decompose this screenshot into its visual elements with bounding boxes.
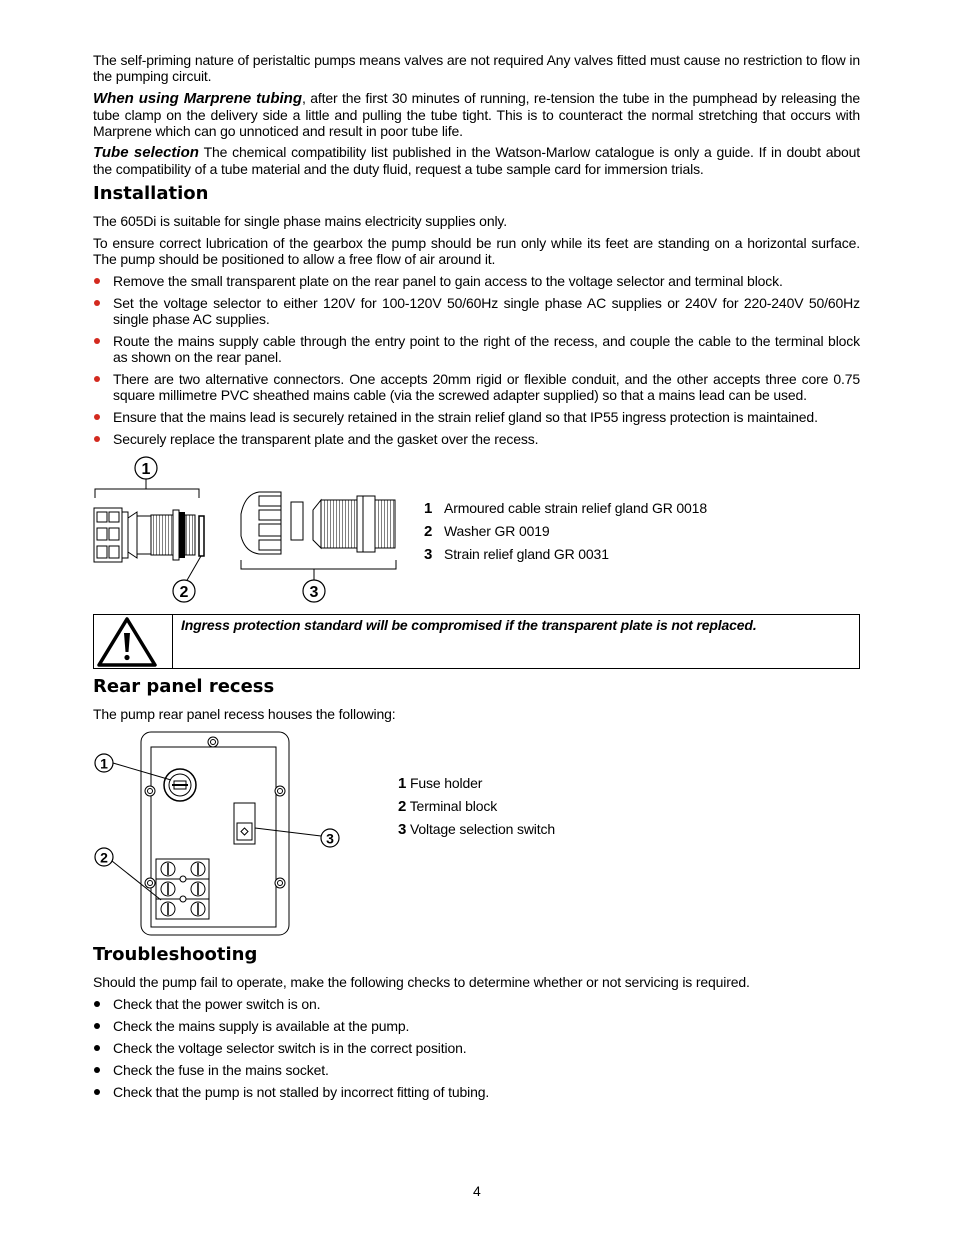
list-item: Check that the pump is not stalled by incorrect fitting of tubing.: [93, 1084, 860, 1100]
tube-selection-lead: Tube selection: [93, 144, 199, 161]
installation-supply-text: The 605Di is suitable for single phase mains electricity supplies only.: [93, 213, 507, 229]
voltage-switch-drawing: [234, 803, 255, 844]
tube-selection-paragraph: [93, 144, 860, 177]
bullet-icon: [94, 278, 100, 284]
warning-text: Ingress protection standard will be compromised if the transparent plate is not replaced.: [181, 617, 757, 633]
callout-3: 3: [309, 584, 319, 601]
rear-callout-1: 1: [100, 755, 108, 772]
terminal-block-drawing: [156, 859, 209, 919]
rear-panel-parts-list: [398, 772, 555, 841]
fuse-holder-drawing: [164, 769, 196, 801]
list-item: Remove the small transparent plate on the rear panel to gain access to the voltage selector and terminal block.: [93, 273, 860, 289]
list-item: 2 Washer GR 0019: [424, 523, 550, 540]
list-item: 1 Armoured cable strain relief gland GR 0018: [424, 500, 707, 517]
list-item: 1 Fuse holder: [398, 775, 483, 792]
list-item: Set the voltage selector to either 120V for 100-120V 50/60Hz single phase AC supplies or 240V for 220-240V 50/60Hz single phase AC supplies.: [93, 295, 860, 327]
bullet-icon: [94, 376, 100, 382]
troubleshooting-heading: Troubleshooting: [93, 944, 258, 965]
troubleshooting-checklist: [93, 996, 860, 1100]
bullet-icon: [94, 1001, 100, 1007]
rear-panel-heading: Rear panel recess: [93, 676, 275, 697]
bullet-icon: [94, 300, 100, 306]
callout-2: 2: [179, 584, 189, 601]
list-item: Check that the power switch is on.: [93, 996, 860, 1012]
list-item: Securely replace the transparent plate and the gasket over the recess.: [93, 431, 860, 447]
troubleshooting-intro: Should the pump fail to operate, make the following checks to determine whether or not servicing is required.: [93, 974, 750, 990]
marprene-text: , after the first 30 minutes of running, re-tension the tube in the pumphead by releasing the tube clamp on the delivery side a little and pulling the tube tight. This is to counteract the normal stretching that occurs with Marprene which can go unnoticed and result in poor tube life.: [93, 90, 860, 139]
rear-panel-intro: The pump rear panel recess houses the following:: [93, 706, 396, 722]
gland-figure: [93, 452, 403, 608]
gland-parts-list: [424, 497, 707, 566]
marprene-lead: When using Marprene tubing: [93, 90, 302, 107]
list-item: Check the voltage selector switch is in the correct position.: [93, 1040, 860, 1056]
bullet-icon: [94, 338, 100, 344]
page-number: 4: [473, 1183, 481, 1199]
installation-steps-list: [93, 273, 860, 447]
rear-panel-figure: [93, 730, 353, 938]
installation-position-text: To ensure correct lubrication of the gearbox the pump should be run only while its feet are standing on a horizontal surface. The pump should be positioned to allow a free flow of air around it.: [93, 235, 860, 267]
list-item: Ensure that the mains lead is securely retained in the strain relief gland so that IP55 ingress protection is maintained.: [93, 409, 860, 425]
list-item: There are two alternative connectors. One accepts 20mm rigid or flexible conduit, and the other accepts three core 0.75 square millimetre PVC sheathed mains cable (via the screwed adapter supplied) so that a mains lead can be used.: [93, 371, 860, 403]
warning-box: [93, 614, 860, 669]
intro-paragraph: The self-priming nature of peristaltic pumps means valves are not required Any valves fitted must cause no restriction to flow in the pumping circuit.: [93, 52, 860, 84]
bullet-icon: [94, 1045, 100, 1051]
marprene-paragraph: [93, 90, 860, 139]
list-item: Check the fuse in the mains socket.: [93, 1062, 860, 1078]
bullet-icon: [94, 414, 100, 420]
callout-1: 1: [141, 461, 151, 478]
list-item: 2 Terminal block: [398, 798, 498, 815]
strain-relief-gland-drawing: [241, 492, 395, 554]
bullet-icon: [94, 1067, 100, 1073]
bullet-icon: [94, 1089, 100, 1095]
bullet-icon: [94, 1023, 100, 1029]
bullet-icon: [94, 436, 100, 442]
installation-heading: Installation: [93, 183, 209, 204]
list-item: Check the mains supply is available at the pump.: [93, 1018, 860, 1034]
list-item: 3 Strain relief gland GR 0031: [424, 546, 609, 563]
rear-callout-2: 2: [100, 849, 108, 866]
list-item: 3 Voltage selection switch: [398, 821, 555, 838]
rear-callout-3: 3: [326, 830, 334, 847]
armoured-gland-drawing: [94, 508, 204, 562]
tube-selection-text: The chemical compatibility list published in the Watson-Marlow catalogue is only a guide. If in doubt about the compatibility of a tube material and the duty fluid, request a tube sample card for immersion trials.: [93, 144, 860, 177]
list-item: Route the mains supply cable through the entry point to the right of the recess, and couple the cable to the terminal block as shown on the rear panel.: [93, 333, 860, 365]
warning-icon-cell: [94, 615, 173, 668]
warning-triangle-icon: [94, 615, 172, 668]
